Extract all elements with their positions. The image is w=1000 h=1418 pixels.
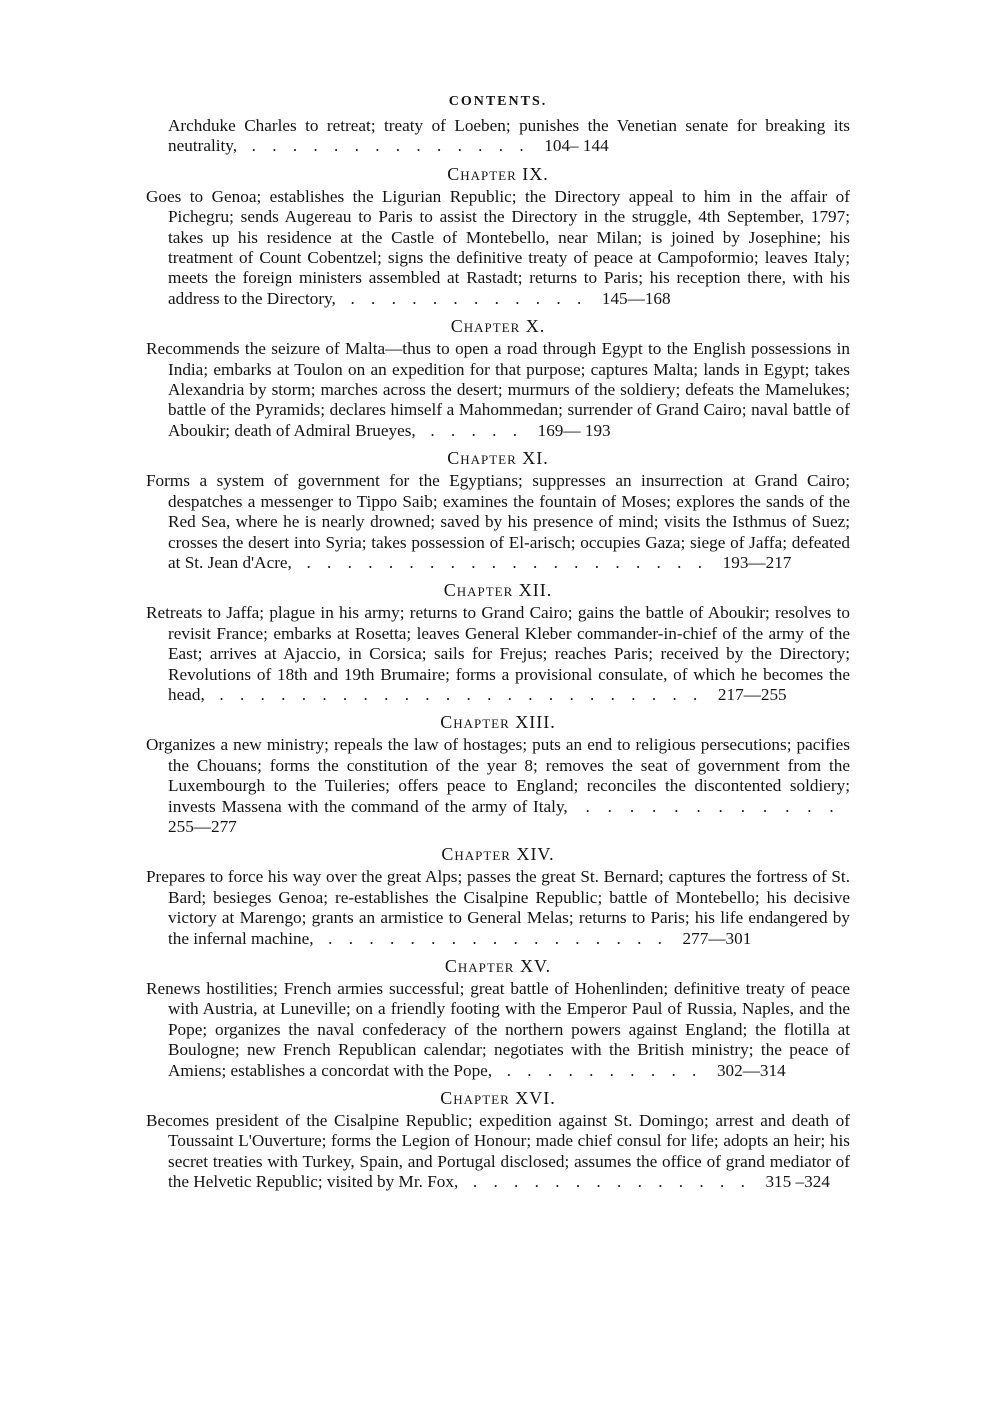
chapter-summary: Renews hostilities; French armies successful; great battle of Hohenlinden; definitive treaty of peace with Austria, at Luneville; on a friendly footing with the Emperor Paul of Russia, Naples, and the Pope; organizes the naval confederacy of the northern powers against England; the flotilla at Boulogne; new French Republican calendar; negotiates with the British ministry; the peace of Amiens; establishes a concordat with the Pope, . . . . . . . . . . 302—314 bbox=[146, 979, 850, 1080]
chapter-heading: Chapter XIV. bbox=[441, 844, 555, 865]
chapter-heading: Chapter XI. bbox=[447, 448, 549, 469]
chapter-heading: Chapter XV. bbox=[444, 956, 552, 976]
chapter-summary: Organizes a new ministry; repeals the law of hostages; puts an end to religious persecutions; pacifies the Chouans; forms the constitution of the year 8; removes the seat of government from the Luxembourgh to the Tuileries; offers peace to England; reconciles the discontented soldiery; invests Massena with the command of the army of Italy, . . . . . . . . . . . . 255—277 bbox=[146, 735, 851, 836]
chapter-summary: Goes to Genoa; establishes the Ligurian Republic; the Directory appeal to him in the affair of Pichegru; sends Augereau to Paris to assist the Directory in the struggle, 4th September, 1797; takes up his residence at the Castle of Montebello, near Milan; is joined by Josephine; his treatment of Count Cobentzel; signs the definitive treaty of peace at Campoformio; leaves Italy; meets the foreign ministers assembled at Rastadt; returns to Paris; his reception there, with his address to the Directory, . . . . . . . . . . . . 145—168 bbox=[146, 186, 850, 308]
page-range: 302—314 bbox=[716, 1060, 786, 1080]
contents-page bbox=[146, 94, 850, 1193]
chapter-summary: Recommends the seizure of Malta—thus to open a road through Egypt to the English possessions in India; embarks at Toulon on an expedition for that purpose; captures Malta; lands in Egypt; takes Alexandria by storm; marches across the desert; murmurs of the soldiery; defeats the Mamelukes; battle of the Pyramids; declares himself a Mahommedan; surrender of Grand Cairo; naval battle of Aboukir; death of Admiral Brueyes, . . . . . 169— 193 bbox=[146, 339, 850, 440]
chapter-heading: Chapter IX. bbox=[447, 163, 549, 184]
page-range: 169— 193 bbox=[537, 420, 611, 440]
chapter-heading: Chapter XIII. bbox=[440, 712, 556, 733]
summary-text: Goes to Genoa; establishes the Ligurian Republic; the Directory appeal to him in the affair of Pichegru; sends Augereau to Paris to assist the Directory in the struggle, 4th September, 1797; takes up his residence at the Castle of Montebello, near Milan; is joined by Josephine; his treatment of Count Cobentzel; signs the definitive treaty of peace at Campoformio; leaves Italy; meets the foreign ministers assembled at Rastadt; returns to Paris; his reception there, with his address to the Directory, bbox=[146, 186, 850, 308]
summary-text: Recommends the seizure of Malta—thus to open a road through Egypt to the English possessions in India; embarks at Toulon on an expedition for that purpose; captures Malta; lands in Egypt; takes Alexandria by storm; marches across the desert; murmurs of the soldiery; defeats the Mamelukes; battle of the Pyramids; declares himself a Mahommedan; surrender of Grand Cairo; naval battle of Aboukir; death of Admiral Brueyes, bbox=[146, 339, 850, 440]
page-range: 277—301 bbox=[682, 928, 752, 948]
chapter-heading: Chapter X. bbox=[450, 316, 546, 337]
continued-entry: Archduke Charles to retreat; treaty of Loeben; punishes the Venetian senate for breaking its neutrality, . . . . . . . . . . . . . . 104– 144 bbox=[168, 116, 850, 156]
chapter-summary: Prepares to force his way over the great Alps; passes the great St. Bernard; captures the fortress of St. Bard; besieges Genoa; re-establishes the Cisalpine Republic; battle of Montebello; his decisive victory at Marengo; grants an armistice to General Melas; returns to Paris; his life endangered by the infernal machine, . . . . . . . . . . . . . . . . . 277—301 bbox=[146, 867, 850, 948]
summary-text: Prepares to force his way over the great Alps; passes the great St. Bernard; captures the fortress of St. Bard; besieges Genoa; re-establishes the Cisalpine Republic; battle of Montebello; his decisive victory at Marengo; grants an armistice to General Melas; returns to Paris; his life endangered by the infernal machine, bbox=[146, 867, 850, 948]
chapter-summary: Retreats to Jaffa; plague in his army; returns to Grand Cairo; gains the battle of Aboukir; resolves to revisit France; embarks at Rosetta; leaves General Kleber commander-in-chief of the army of the East; arrives at Ajaccio, in Corsica; sails for Frejus; reaches Paris; received by the Directory; Revolutions of 18th and 19th Brumaire; forms a provisional consulate, of which he becomes the head, . . . . . . . . . . . . . . . . . . . . . . . . 217—255 bbox=[146, 603, 850, 704]
page-range: 255—277 bbox=[168, 816, 237, 836]
page-range: 145—168 bbox=[601, 288, 671, 308]
page-range: 315 –324 bbox=[765, 1172, 830, 1192]
page-range: 193—217 bbox=[722, 552, 792, 572]
summary-text: Forms a system of government for the Egyptians; suppresses an insurrection at Grand Cairo; despatches a messenger to Tippo Saib; examines the fountain of Moses; explores the sands of the Red Sea, where he is nearly drowned; saved by his presence of mind; visits the Isthmus of Suez; crosses the desert into Syria; takes possession of El-arisch; occupies Gaza; siege of Jaffa; defeated at St. Jean d'Acre, bbox=[146, 471, 850, 572]
chapter-heading: Chapter XII. bbox=[443, 580, 553, 601]
page-range: 217—255 bbox=[717, 684, 787, 704]
summary-text: Retreats to Jaffa; plague in his army; returns to Grand Cairo; gains the battle of Aboukir; resolves to revisit France; embarks at Rosetta; leaves General Kleber commander-in-chief of the army of the East; arrives at Ajaccio, in Corsica; sails for Frejus; reaches Paris; received by the Directory; Revolutions of 18th and 19th Brumaire; forms a provisional consulate, of which he becomes the head, bbox=[146, 603, 850, 704]
chapter-summary: Becomes president of the Cisalpine Republic; expedition against St. Domingo; arrest and death of Toussaint L'Ouverture; forms the Legion of Honour; made chief consul for life; adopts an heir; his secret treaties with Turkey, Spain, and Portugal disclosed; assumes the office of grand mediator of the Helvetic Republic; visited by Mr. Fox, . . . . . . . . . . . . . . 315 –324 bbox=[146, 1111, 850, 1192]
summary-text: Renews hostilities; French armies successful; great battle of Hohenlinden; definitive treaty of peace with Austria, at Luneville; on a friendly footing with the Emperor Paul of Russia, Naples, and the Pope; organizes the naval confederacy of the northern powers against England; the flotilla at Boulogne; new French Republican calendar; negotiates with the British ministry; the peace of Amiens; establishes a concordat with the Pope, bbox=[146, 979, 850, 1080]
chapter-summary: Forms a system of government for the Egyptians; suppresses an insurrection at Grand Cairo; despatches a messenger to Tippo Saib; examines the fountain of Moses; explores the sands of the Red Sea, where he is nearly drowned; saved by his presence of mind; visits the Isthmus of Suez; crosses the desert into Syria; takes possession of El-arisch; occupies Gaza; siege of Jaffa; defeated at St. Jean d'Acre, . . . . . . . . . . . . . . . . . . . . 193—217 bbox=[146, 471, 850, 572]
running-head: CONTENTS. bbox=[448, 94, 548, 109]
chapter-heading: Chapter XVI. bbox=[440, 1088, 556, 1109]
page-range: 104– 144 bbox=[544, 136, 609, 156]
entry-text: Archduke Charles to retreat; treaty of Loeben; punishes the Venetian senate for breaking its neutrality, bbox=[168, 116, 850, 156]
summary-text: Becomes president of the Cisalpine Republic; expedition against St. Domingo; arrest and death of Toussaint L'Ouverture; forms the Legion of Honour; made chief consul for life; adopts an heir; his secret treaties with Turkey, Spain, and Portugal disclosed; assumes the office of grand mediator of the Helvetic Republic; visited by Mr. Fox, bbox=[146, 1111, 850, 1192]
summary-text: Organizes a new ministry; repeals the law of hostages; puts an end to religious persecutions; pacifies the Chouans; forms the constitution of the year 8; removes the seat of government from the Luxembourgh to the Tuileries; offers peace to England; reconciles the discontented soldiery; invests Massena with the command of the army of Italy, bbox=[146, 735, 850, 816]
